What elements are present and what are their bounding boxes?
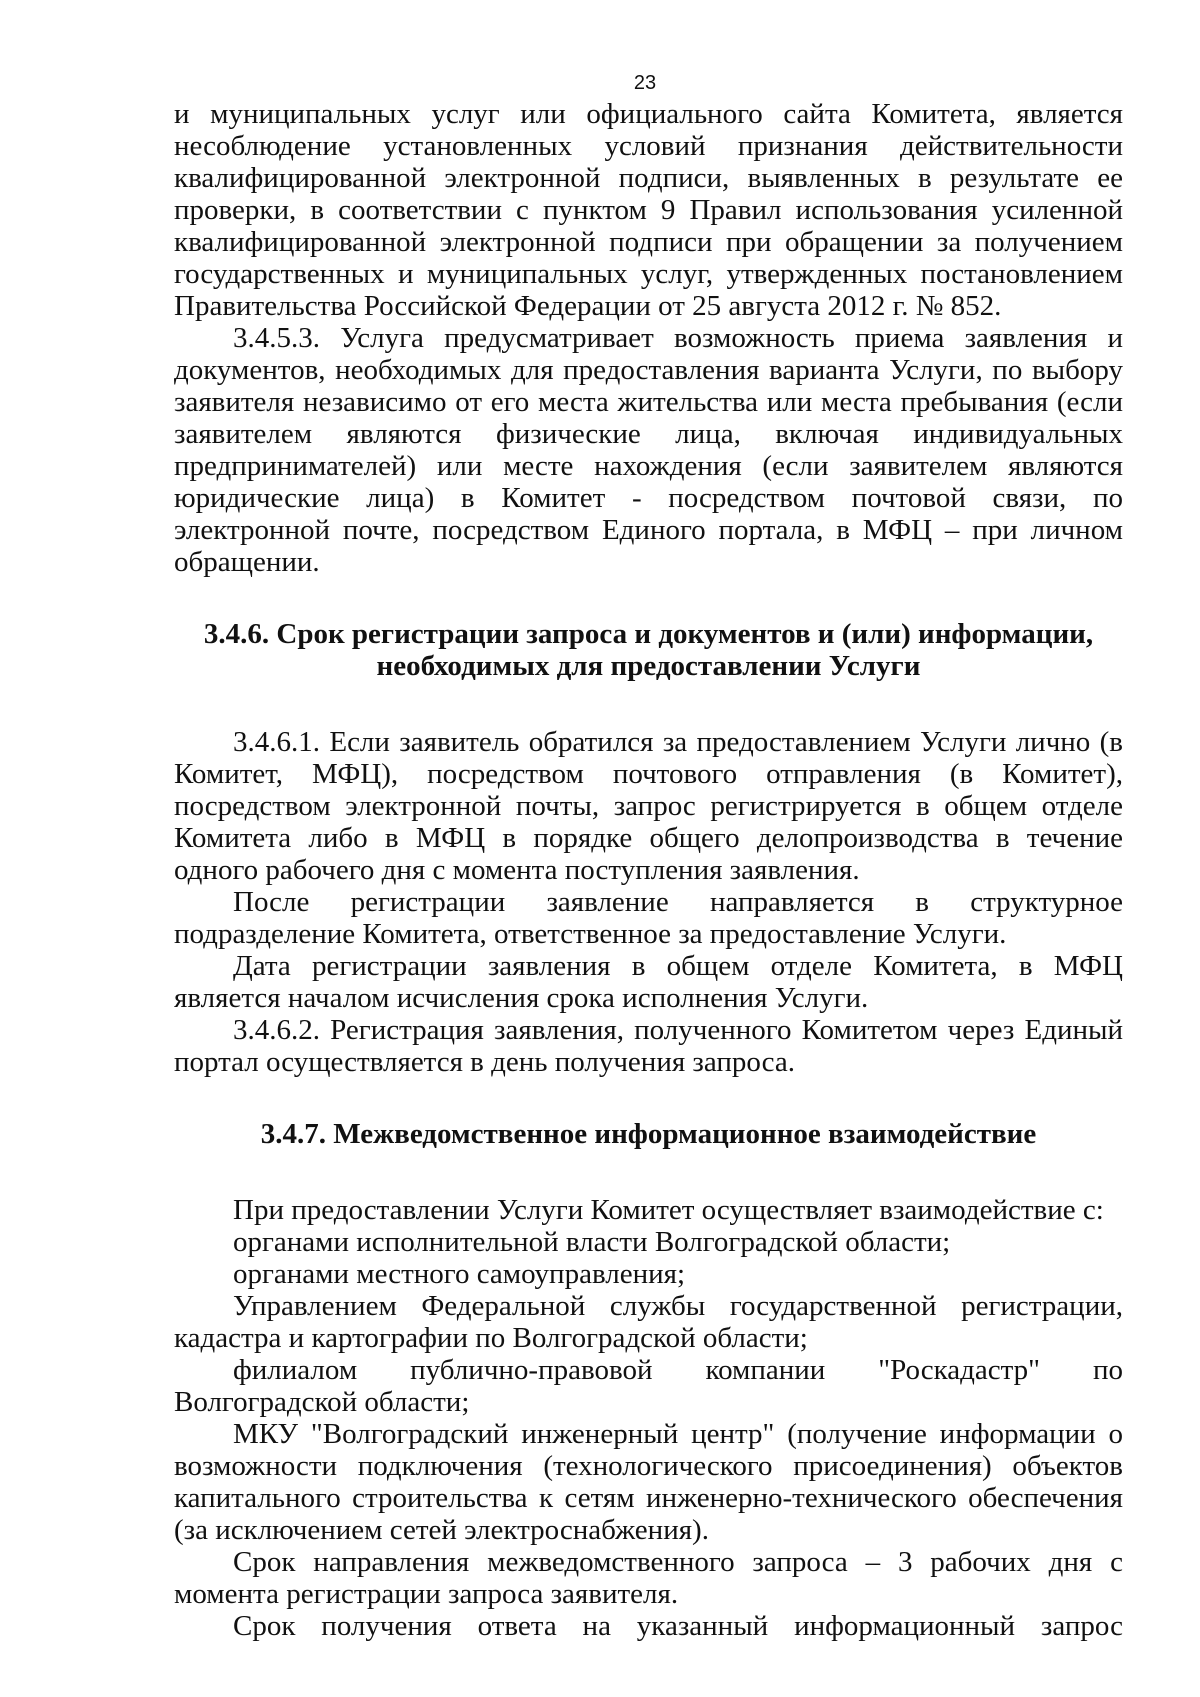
paragraph-after-registration: После регистрации заявление направляется в структурное подразделение Комитета, ответственное за предоставление Услуги. [174, 886, 1123, 950]
section-heading-3-4-7: 3.4.7. Межведомственное информационное взаимодействие [260, 1118, 1037, 1150]
paragraph-3-4-6-1: 3.4.6.1. Если заявитель обратился за предоставлением Услуги лично (в Комитет, МФЦ), посредством почтового отправления (в Комитет), посредством электронной почты, запрос регистрируется в общем отделе Комитета либо в МФЦ в порядке общего делопроизводства в течение одного рабочего дня с момента поступления заявления. [174, 726, 1123, 886]
section-heading-3-4-6: 3.4.6. Срок регистрации запроса и документов и (или) информации, необходимых для предоставлении Услуги [203, 618, 1094, 682]
page-number: 23 [633, 72, 657, 94]
page-content [174, 98, 1123, 1642]
spacer [174, 578, 1123, 618]
spacer [174, 1078, 1123, 1118]
paragraph-response-deadline: Срок получения ответа на указанный информационный запрос [233, 1610, 1123, 1642]
paragraph-signature-validation: и муниципальных услуг или официального сайта Комитета, является несоблюдение установленных условий признания действительности квалифицированной электронной подписи, выявленных в результате ее проверки, в соответствии с пунктом 9 Правил использования усиленной квалифицированной электронной подписи при обращении за получением государственных и муниципальных услуг, утвержденных постановлением Правительства Российской Федерации от 25 августа 2012 г. № 852. [174, 98, 1123, 322]
spacer [174, 682, 1123, 726]
paragraph-registration-date: Дата регистрации заявления в общем отделе Комитета, в МФЦ является началом исчисления срока исполнения Услуги. [174, 950, 1123, 1014]
paragraph-3-4-5-3: 3.4.5.3. Услуга предусматривает возможность приема заявления и документов, необходимых для предоставления варианта Услуги, по выбору заявителя независимо от его места жительства или места пребывания (если заявителем являются физические лица, включая индивидуальных предпринимателей) или месте нахождения (если заявителем являются юридические лица) в Комитет - посредством почтовой связи, по электронной почте, посредством Единого портала, в МФЦ – при личном обращении. [174, 322, 1123, 578]
list-item-engineering-center: МКУ "Волгоградский инженерный центр" (получение информации о возможности подключения (технологического присоединения) объектов капитального строительства к сетям инженерно-технического обеспечения (за исключением сетей электроснабжения). [174, 1418, 1123, 1546]
list-item-executive-authorities: органами исполнительной власти Волгоградской области; [233, 1226, 951, 1258]
list-item-rosreestr: Управлением Федеральной службы государственной регистрации, кадастра и картографии по Волгоградской области; [174, 1290, 1123, 1354]
spacer [174, 1150, 1123, 1194]
paragraph-interaction-intro: При предоставлении Услуги Комитет осуществляет взаимодействие с: [233, 1194, 1104, 1226]
list-item-roskadastr: филиалом публично-правовой компании "Роскадастр" по Волгоградской области; [174, 1354, 1123, 1418]
paragraph-3-4-6-2: 3.4.6.2. Регистрация заявления, полученного Комитетом через Единый портал осуществляется в день получения запроса. [174, 1014, 1123, 1078]
paragraph-request-deadline: Срок направления межведомственного запроса – 3 рабочих дня с момента регистрации запроса заявителя. [174, 1546, 1123, 1610]
list-item-local-government: органами местного самоуправления; [233, 1258, 686, 1290]
